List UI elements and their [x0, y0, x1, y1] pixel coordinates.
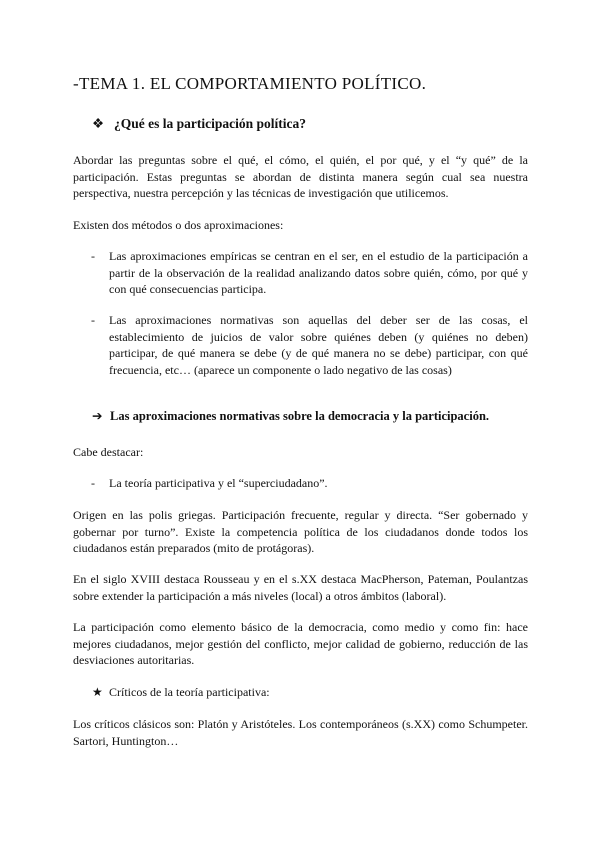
list-item-normativas	[91, 312, 528, 378]
dash-bullet: -	[91, 313, 95, 327]
diamond-bullet-icon: ❖	[92, 116, 105, 131]
siglo-paragraph: En el siglo XVIII destaca Rousseau y en el s.XX destaca MacPherson, Pateman, Poulantzas sobre extender la participación a más niveles (local) a otros ámbitos (laboral).	[73, 572, 528, 603]
elemento-paragraph: La participación como elemento básico de la democracia, como medio y como fin: hace mejores ciudadanos, mejor gestión del conflicto, mejor calidad de gobierno, reducción de las desviaciones autoritarias.	[73, 620, 528, 667]
methods-paragraph: Existen dos métodos o dos aproximaciones:	[73, 218, 284, 232]
list-item-text: La teoría participativa y el “superciudadano”.	[109, 476, 328, 490]
arrow-heading-text: Las aproximaciones normativas sobre la democracia y la participación.	[110, 409, 490, 423]
question-heading	[92, 116, 306, 132]
star-list-item	[92, 685, 270, 700]
arrow-bullet-icon: ➔	[92, 409, 103, 423]
list-item-text: Las aproximaciones normativas son aquellas del deber ser de las cosas, el establecimiento de juicios de valor sobre quiénes deben (y quiénes no deben) participar, de qué manera se debe (y de qué manera no se debe) participar, con qué frecuencia, etc… (aparece un componente o lado negativo de las cosas)	[109, 313, 528, 377]
document-title: -TEMA 1. EL COMPORTAMIENTO POLÍTICO.	[73, 74, 427, 93]
dash-bullet: -	[91, 476, 95, 490]
intro-paragraph: Abordar las preguntas sobre el qué, el cómo, el quién, el por qué, y el “y qué” de la participación. Estas preguntas se abordan de distinta manera según cual sea nuestra perspectiva, nuestra percepción y las técnicas de investigación que utilicemos.	[73, 153, 528, 200]
dash-bullet: -	[91, 249, 95, 263]
star-bullet-icon: ★	[92, 685, 103, 699]
cabe-paragraph: Cabe destacar:	[73, 445, 144, 459]
arrow-heading	[92, 408, 489, 424]
list-item-teoria	[91, 475, 528, 492]
criticos-paragraph: Los críticos clásicos son: Platón y Aristóteles. Los contemporáneos (s.XX) como Schumpeter. Sartori, Huntington…	[73, 717, 528, 748]
list-item-empiricas	[91, 248, 528, 298]
list-item-text: Las aproximaciones empíricas se centran en el ser, en el estudio de la participación a partir de la observación de la realidad analizando datos sobre quién, cómo, por qué y con qué consecuencias participa.	[109, 249, 528, 296]
question-heading-text: ¿Qué es la participación política?	[114, 116, 306, 131]
origen-paragraph: Origen en las polis griegas. Participación frecuente, regular y directa. “Ser gobernado y gobernar por turno”. Existe la competencia política de los ciudadanos donde todos los ciudadanos están preparados (mito de protágoras).	[73, 508, 528, 555]
star-item-text: Críticos de la teoría participativa:	[109, 685, 270, 699]
